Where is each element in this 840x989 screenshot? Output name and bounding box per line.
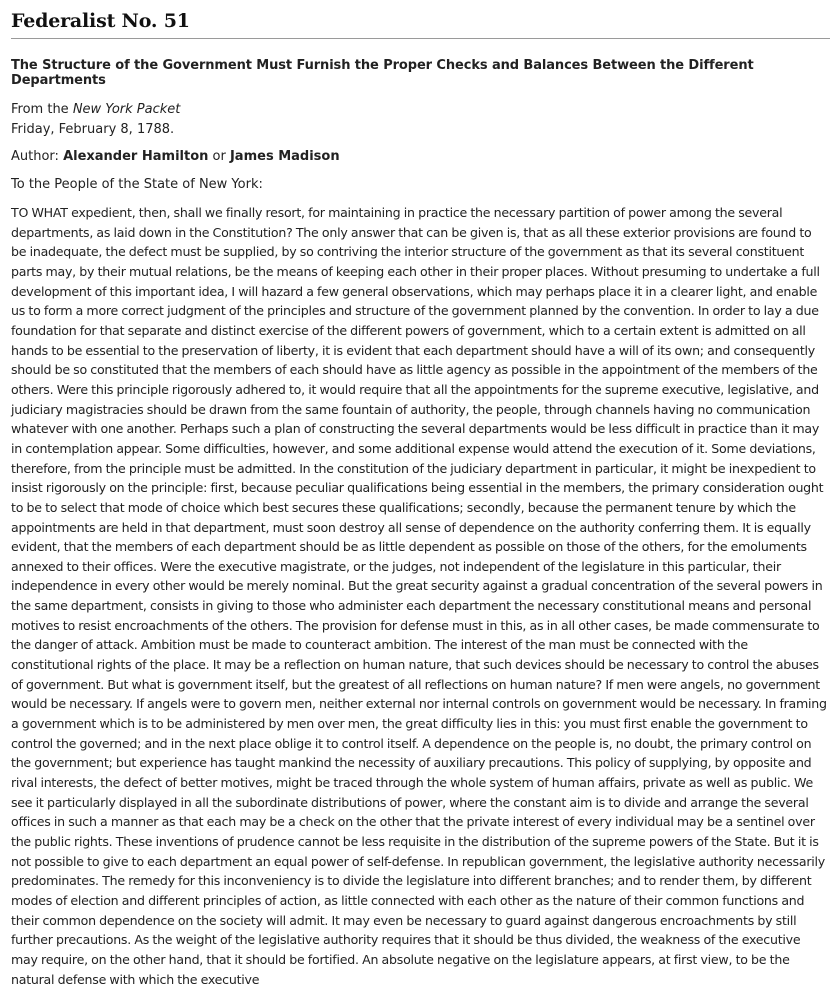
document-subtitle: The Structure of the Government Must Furnish the Proper Checks and Balances Between the Different Departments: [11, 58, 754, 88]
author-line: [11, 147, 830, 166]
author-connector: or: [208, 149, 230, 164]
publication-info: [11, 100, 830, 139]
page-title: Federalist No. 51: [11, 10, 830, 39]
author-madison: James Madison: [229, 149, 340, 164]
publication-date: Friday, February 8, 1788.: [11, 121, 175, 137]
source-prefix: From the: [11, 102, 73, 117]
author-label: Author:: [11, 149, 64, 164]
source-name: New York Packet: [72, 102, 181, 117]
body-paragraph: TO WHAT expedient, then, shall we finally resort, for maintaining in practice the necessary partition of power among the several departments, as laid down in the Constitution? The only answer that can be given is, that as all these exterior provisions are found to be inadequate, the defect must be supplied, by so contriving the interior structure of the government as that its several constituent parts may, by their mutual relations, be the means of keeping each other in their proper places. Without presuming to undertake a full development of this important idea, I will hazard a few general observations, which may perhaps place it in a clearer light, and enable us to form a more correct judgment of the principles and structure of the government planned by the convention. In order to lay a due foundation for that separate and distinct exercise of the different powers of government, which to a certain extent is admitted on all hands to be essential to the preservation of liberty, it is evident that each department should have a will of its own; and consequently should be so constituted that the members of each should have as little agency as possible in the appointment of the members of the others. Were this principle rigorously adhered to, it would require that all the appointments for the supreme executive, legislative, and judiciary magistracies should be drawn from the same fountain of authority, the people, through channels having no communication whatever with one another. Perhaps such a plan of constructing the several departments would be less difficult in practice than it may in contemplation appear. Some difficulties, however, and some additional expense would attend the execution of it. Some deviations, therefore, from the principle must be admitted. In the constitution of the judiciary department in particular, it might be inexpedient to insist rigorously on the principle: first, because peculiar qualifications being essential in the members, the primary consideration ought to be to select that mode of choice which best secures these qualifications; secondly, because the permanent tenure by which the appointments are held in that department, must soon destroy all sense of dependence on the authority conferring them. It is equally evident, that the members of each department should be as little dependent as possible on those of the others, for the emoluments annexed to their offices. Were the executive magistrate, or the judges, not independent of the legislature in this particular, their independence in every other would be merely nominal. But the great security against a gradual concentration of the several powers in the same department, consists in giving to those who administer each department the necessary constitutional means and personal motives to resist encroachments of the others. The provision for defense must in this, as in all other cases, be made commensurate to the danger of attack. Ambition must be made to counteract ambition. The interest of the man must be connected with the constitutional rights of the place. It may be a reflection on human nature, that such devices should be necessary to control the abuses of government. But what is government itself, but the greatest of all reflections on human nature? If men were angels, no government would be necessary. If angels were to govern men, neither external nor internal controls on government would be necessary. In framing a government which is to be administered by men over men, the great difficulty lies in this: you must first enable the government to control the governed; and in the next place oblige it to control itself. A dependence on the people is, no doubt, the primary control on the government; but experience has taught mankind the necessity of auxiliary precautions. This policy of supplying, by opposite and rival interests, the defect of better motives, might be traced through the whole system of human affairs, private as well as public. We see it particularly displayed in all the subordinate distributions of power, where the constant aim is to divide and arrange the several offices in such a manner as that each may be a check on the other that the private interest of every individual may be a sentinel over the public rights. These inventions of prudence cannot be less requisite in the distribution of the supreme powers of the State. But it is not possible to give to each department an equal power of self-defense. In republican government, the legislative authority necessarily predominates. The remedy for this inconveniency is to divide the legislature into different branches; and to render them, by different modes of election and different principles of action, as little connected with each other as the nature of their common functions and their common dependence on the society will admit. It may even be necessary to guard against dangerous encroachments by still further precautions. As the weight of the legislative authority requires that it should be thus divided, the weakness of the executive may require, on the other hand, that it should be fortified. An absolute negative on the legislature appears, at first view, to be the natural defense with which the executive: [11, 205, 827, 987]
salutation: To the People of the State of New York:: [11, 177, 263, 192]
author-hamilton: Alexander Hamilton: [63, 149, 209, 164]
